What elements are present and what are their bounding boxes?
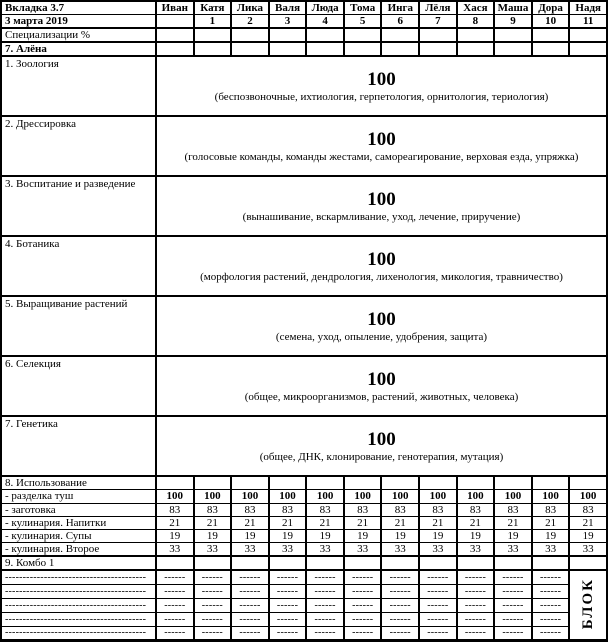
usage-value-cell: 21 xyxy=(306,516,344,529)
filler-rows xyxy=(1,570,607,640)
filler-value-cell: ------ xyxy=(231,612,269,626)
empty-cell xyxy=(306,42,344,56)
column-number: 3 xyxy=(269,15,307,29)
section-details: (общее, микроорганизмов, растений, животных, человека) xyxy=(244,390,519,403)
section-value-cell xyxy=(156,56,607,116)
usage-value-cell: 100 xyxy=(494,490,532,503)
filler-row xyxy=(1,598,607,612)
usage-value-cell: 21 xyxy=(457,516,495,529)
empty-cell xyxy=(231,42,269,56)
section-label: 2. Дрессировка xyxy=(1,116,156,176)
empty-cell xyxy=(344,28,382,42)
usage-value-cell: 19 xyxy=(532,529,570,542)
filler-value-cell: ------ xyxy=(344,598,382,612)
section-value: 100 xyxy=(367,188,396,210)
filler-value-cell: ------ xyxy=(194,598,232,612)
usage-value-cell: 83 xyxy=(344,503,382,516)
column-header: Дора xyxy=(532,1,570,15)
empty-cell xyxy=(457,28,495,42)
column-number: 2 xyxy=(231,15,269,29)
usage-value-cell: 21 xyxy=(194,516,232,529)
section-row xyxy=(1,56,607,116)
date-label: 3 марта 2019 xyxy=(1,15,156,29)
empty-cell xyxy=(344,42,382,56)
empty-cell xyxy=(231,476,269,490)
filler-value-cell: ------ xyxy=(419,612,457,626)
usage-value-cell: 21 xyxy=(231,516,269,529)
empty-cell xyxy=(231,556,269,570)
section-value-cell xyxy=(156,416,607,476)
column-number: 7 xyxy=(419,15,457,29)
usage-header-label: 8. Использование xyxy=(1,476,156,490)
column-number xyxy=(156,15,194,29)
empty-cell xyxy=(306,556,344,570)
section-label: 7. Генетика xyxy=(1,416,156,476)
usage-value-cell: 33 xyxy=(494,542,532,556)
usage-row-label: - кулинария. Супы xyxy=(1,529,156,542)
empty-cell xyxy=(457,476,495,490)
filler-value-cell: ------ xyxy=(231,626,269,640)
column-header: Валя xyxy=(269,1,307,15)
usage-value-cell: 19 xyxy=(344,529,382,542)
usage-value-cell: 33 xyxy=(269,542,307,556)
usage-value-cell: 100 xyxy=(269,490,307,503)
empty-cell xyxy=(381,556,419,570)
empty-cell xyxy=(156,28,194,42)
empty-cell xyxy=(569,556,607,570)
usage-value-cell: 21 xyxy=(344,516,382,529)
filler-value-cell: ------ xyxy=(269,584,307,598)
empty-cell xyxy=(156,42,194,56)
filler-value-cell: ------ xyxy=(269,612,307,626)
usage-value-cell: 21 xyxy=(419,516,457,529)
section-value: 100 xyxy=(367,368,396,390)
empty-cell xyxy=(231,28,269,42)
section-value: 100 xyxy=(367,248,396,270)
filler-value-cell: ------ xyxy=(419,584,457,598)
usage-value-cell: 19 xyxy=(419,529,457,542)
section-label: 3. Воспитание и разведение xyxy=(1,176,156,236)
usage-row xyxy=(1,516,607,529)
section-value-cell xyxy=(156,236,607,296)
filler-value-cell: ------ xyxy=(306,598,344,612)
column-header: Надя xyxy=(569,1,607,15)
usage-value-cell: 100 xyxy=(381,490,419,503)
usage-value-cell: 21 xyxy=(156,516,194,529)
filler-value-cell: ------ xyxy=(231,598,269,612)
filler-value-cell: ------ xyxy=(457,598,495,612)
usage-value-cell: 33 xyxy=(194,542,232,556)
empty-cell xyxy=(569,42,607,56)
spec-label: Специализации % xyxy=(1,28,156,42)
section-row xyxy=(1,416,607,476)
filler-value-cell: ------ xyxy=(532,598,570,612)
usage-value-cell: 100 xyxy=(344,490,382,503)
column-header: Инга xyxy=(381,1,419,15)
empty-cell xyxy=(381,28,419,42)
empty-cell xyxy=(269,42,307,56)
usage-value-cell: 33 xyxy=(419,542,457,556)
filler-value-cell: ------ xyxy=(457,626,495,640)
filler-value-cell: ------ xyxy=(156,626,194,640)
filler-value-cell: ------ xyxy=(494,570,532,584)
usage-row-label: - заготовка xyxy=(1,503,156,516)
empty-cell xyxy=(494,476,532,490)
section-value: 100 xyxy=(367,68,396,90)
combo-row xyxy=(1,556,607,570)
filler-value-cell: ------ xyxy=(344,584,382,598)
usage-value-cell: 100 xyxy=(156,490,194,503)
empty-cell xyxy=(381,476,419,490)
column-number: 1 xyxy=(194,15,232,29)
usage-value-cell: 83 xyxy=(569,503,607,516)
empty-cell xyxy=(569,28,607,42)
usage-value-cell: 21 xyxy=(494,516,532,529)
usage-value-cell: 100 xyxy=(194,490,232,503)
block-label: БЛОК xyxy=(579,577,596,629)
usage-row xyxy=(1,490,607,503)
usage-value-cell: 83 xyxy=(532,503,570,516)
section-row xyxy=(1,116,607,176)
filler-value-cell: ------ xyxy=(306,612,344,626)
filler-row xyxy=(1,612,607,626)
column-number: 6 xyxy=(381,15,419,29)
filler-label-cell: ---------------------------------------- xyxy=(1,584,156,598)
filler-value-cell: ------ xyxy=(194,612,232,626)
person-row xyxy=(1,42,607,56)
empty-cell xyxy=(419,556,457,570)
filler-value-cell: ------ xyxy=(306,584,344,598)
filler-value-cell: ------ xyxy=(194,584,232,598)
filler-value-cell: ------ xyxy=(419,598,457,612)
filler-value-cell: ------ xyxy=(494,598,532,612)
usage-value-cell: 19 xyxy=(457,529,495,542)
empty-cell xyxy=(457,42,495,56)
usage-value-cell: 19 xyxy=(381,529,419,542)
empty-cell xyxy=(306,28,344,42)
section-label: 6. Селекция xyxy=(1,356,156,416)
usage-value-cell: 33 xyxy=(381,542,419,556)
section-value-cell xyxy=(156,296,607,356)
filler-value-cell: ------ xyxy=(269,598,307,612)
filler-value-cell: ------ xyxy=(156,570,194,584)
section-value-cell xyxy=(156,116,607,176)
empty-cell xyxy=(269,556,307,570)
section-row xyxy=(1,236,607,296)
names-row xyxy=(1,1,607,15)
empty-cell xyxy=(494,28,532,42)
usage-value-cell: 83 xyxy=(494,503,532,516)
numbers-row xyxy=(1,15,607,29)
usage-value-cell: 100 xyxy=(231,490,269,503)
filler-value-cell: ------ xyxy=(381,626,419,640)
empty-cell xyxy=(156,476,194,490)
filler-value-cell: ------ xyxy=(344,626,382,640)
usage-row xyxy=(1,529,607,542)
usage-value-cell: 33 xyxy=(156,542,194,556)
filler-value-cell: ------ xyxy=(156,598,194,612)
usage-value-cell: 83 xyxy=(457,503,495,516)
usage-value-cell: 33 xyxy=(306,542,344,556)
filler-value-cell: ------ xyxy=(494,584,532,598)
block-cell xyxy=(569,570,607,640)
usage-value-cell: 83 xyxy=(269,503,307,516)
column-number: 10 xyxy=(532,15,570,29)
filler-value-cell: ------ xyxy=(419,626,457,640)
usage-value-cell: 100 xyxy=(419,490,457,503)
filler-value-cell: ------ xyxy=(457,612,495,626)
filler-value-cell: ------ xyxy=(457,584,495,598)
column-header: Тома xyxy=(344,1,382,15)
section-details: (морфология растений, дендрология, лихенология, микология, травничество) xyxy=(200,270,563,283)
column-header: Лёля xyxy=(419,1,457,15)
empty-cell xyxy=(494,42,532,56)
section-details: (семена, уход, опыление, удобрения, защита) xyxy=(275,330,488,343)
section-label: 4. Ботаника xyxy=(1,236,156,296)
section-details: (голосовые команды, команды жестами, самореагирование, верховая езда, упряжка) xyxy=(184,150,579,163)
section-value-cell xyxy=(156,356,607,416)
empty-cell xyxy=(269,28,307,42)
usage-value-cell: 100 xyxy=(569,490,607,503)
column-number: 4 xyxy=(306,15,344,29)
section-label: 5. Выращивание растений xyxy=(1,296,156,356)
filler-value-cell: ------ xyxy=(494,626,532,640)
column-header: Лика xyxy=(231,1,269,15)
usage-value-cell: 83 xyxy=(194,503,232,516)
filler-value-cell: ------ xyxy=(381,612,419,626)
column-number: 9 xyxy=(494,15,532,29)
filler-value-cell: ------ xyxy=(381,570,419,584)
spec-row xyxy=(1,28,607,42)
filler-value-cell: ------ xyxy=(344,612,382,626)
usage-value-cell: 83 xyxy=(306,503,344,516)
section-row xyxy=(1,356,607,416)
section-value: 100 xyxy=(367,428,396,450)
empty-cell xyxy=(306,476,344,490)
filler-value-cell: ------ xyxy=(532,626,570,640)
empty-cell xyxy=(532,556,570,570)
column-header: Люда xyxy=(306,1,344,15)
empty-cell xyxy=(569,476,607,490)
usage-value-cell: 100 xyxy=(306,490,344,503)
column-header: Маша xyxy=(494,1,532,15)
filler-value-cell: ------ xyxy=(156,584,194,598)
filler-row xyxy=(1,584,607,598)
usage-row-label: - разделка туш xyxy=(1,490,156,503)
filler-label-cell: ---------------------------------------- xyxy=(1,570,156,584)
filler-row xyxy=(1,570,607,584)
filler-label-cell: ---------------------------------------- xyxy=(1,598,156,612)
usage-value-cell: 21 xyxy=(269,516,307,529)
filler-value-cell: ------ xyxy=(269,626,307,640)
filler-value-cell: ------ xyxy=(532,570,570,584)
usage-value-cell: 19 xyxy=(494,529,532,542)
usage-row xyxy=(1,542,607,556)
usage-value-cell: 21 xyxy=(569,516,607,529)
usage-value-cell: 33 xyxy=(344,542,382,556)
usage-value-cell: 83 xyxy=(381,503,419,516)
usage-value-cell: 21 xyxy=(381,516,419,529)
usage-value-cell: 19 xyxy=(231,529,269,542)
section-value: 100 xyxy=(367,308,396,330)
filler-label-cell: ---------------------------------------- xyxy=(1,612,156,626)
filler-value-cell: ------ xyxy=(381,598,419,612)
empty-cell xyxy=(457,556,495,570)
filler-value-cell: ------ xyxy=(306,626,344,640)
empty-cell xyxy=(344,556,382,570)
empty-cell xyxy=(419,28,457,42)
empty-cell xyxy=(344,476,382,490)
filler-value-cell: ------ xyxy=(194,570,232,584)
filler-value-cell: ------ xyxy=(457,570,495,584)
column-number: 11 xyxy=(569,15,607,29)
filler-value-cell: ------ xyxy=(231,570,269,584)
filler-value-cell: ------ xyxy=(419,570,457,584)
usage-value-cell: 33 xyxy=(532,542,570,556)
usage-row-label: - кулинария. Напитки xyxy=(1,516,156,529)
person-label: 7. Алёна xyxy=(1,42,156,56)
filler-value-cell: ------ xyxy=(494,612,532,626)
usage-value-cell: 83 xyxy=(156,503,194,516)
filler-value-cell: ------ xyxy=(156,612,194,626)
usage-value-cell: 83 xyxy=(231,503,269,516)
usage-value-cell: 100 xyxy=(532,490,570,503)
section-value-cell xyxy=(156,176,607,236)
column-number: 8 xyxy=(457,15,495,29)
usage-value-cell: 33 xyxy=(231,542,269,556)
usage-value-cell: 19 xyxy=(194,529,232,542)
usage-row-label: - кулинария. Второе xyxy=(1,542,156,556)
section-details: (вынашивание, вскармливание, уход, лечение, приручение) xyxy=(242,210,521,223)
usage-value-cell: 19 xyxy=(569,529,607,542)
section-details: (общее, ДНК, клонирование, генотерапия, мутация) xyxy=(259,450,504,463)
empty-cell xyxy=(381,42,419,56)
filler-row xyxy=(1,626,607,640)
usage-value-cell: 19 xyxy=(156,529,194,542)
usage-value-cell: 19 xyxy=(306,529,344,542)
usage-value-cell: 19 xyxy=(269,529,307,542)
filler-value-cell: ------ xyxy=(381,584,419,598)
filler-value-cell: ------ xyxy=(532,584,570,598)
empty-cell xyxy=(156,556,194,570)
empty-cell xyxy=(269,476,307,490)
usage-value-cell: 33 xyxy=(569,542,607,556)
section-value: 100 xyxy=(367,128,396,150)
filler-value-cell: ------ xyxy=(532,612,570,626)
filler-value-cell: ------ xyxy=(269,570,307,584)
usage-row xyxy=(1,503,607,516)
usage-value-cell: 33 xyxy=(457,542,495,556)
usage-header-row xyxy=(1,476,607,490)
column-header: Катя xyxy=(194,1,232,15)
section-row xyxy=(1,176,607,236)
empty-cell xyxy=(194,42,232,56)
column-header: Хася xyxy=(457,1,495,15)
empty-cell xyxy=(494,556,532,570)
empty-cell xyxy=(419,476,457,490)
empty-cell xyxy=(194,476,232,490)
empty-cell xyxy=(532,42,570,56)
combo-label: 9. Комбо 1 xyxy=(1,556,156,570)
column-header: Иван xyxy=(156,1,194,15)
column-number: 5 xyxy=(344,15,382,29)
section-row xyxy=(1,296,607,356)
tab-label: Вкладка 3.7 xyxy=(1,1,156,15)
filler-label-cell: ---------------------------------------- xyxy=(1,626,156,640)
filler-value-cell: ------ xyxy=(344,570,382,584)
filler-value-cell: ------ xyxy=(194,626,232,640)
empty-cell xyxy=(532,28,570,42)
usage-value-cell: 21 xyxy=(532,516,570,529)
empty-cell xyxy=(194,28,232,42)
section-details: (беспозвоночные, ихтиология, герпетология, орнитология, териология) xyxy=(214,90,549,103)
empty-cell xyxy=(532,476,570,490)
filler-value-cell: ------ xyxy=(306,570,344,584)
empty-cell xyxy=(194,556,232,570)
section-label: 1. Зоология xyxy=(1,56,156,116)
usage-value-cell: 83 xyxy=(419,503,457,516)
usage-value-cell: 100 xyxy=(457,490,495,503)
empty-cell xyxy=(419,42,457,56)
filler-value-cell: ------ xyxy=(231,584,269,598)
